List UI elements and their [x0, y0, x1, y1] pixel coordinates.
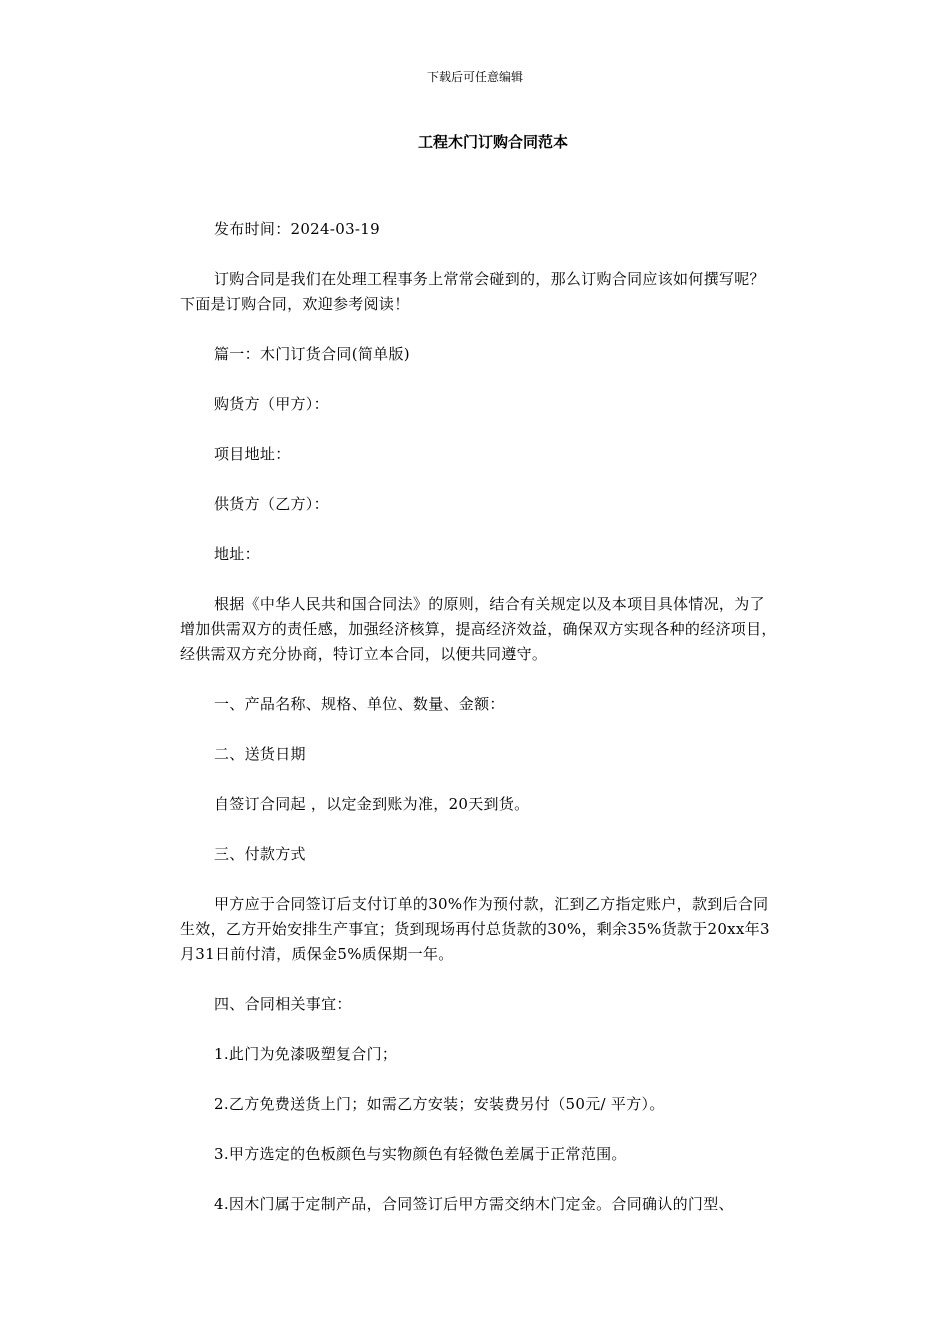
matter-item-2: 2.乙方免费送货上门；如需乙方安装；安装费另付（50元/ 平方）。 — [214, 1095, 665, 1113]
matter-item-3: 3.甲方选定的色板颜色与实物颜色有轻微色差属于正常范围。 — [214, 1145, 627, 1163]
payment-paragraph: 甲方应于合同签订后支付订单的30%作为预付款，汇到乙方指定账户，款到后合同生效，乙方开始安排生产事宜；货到现场再付总货款的30%，剩余35%货款于20xx年3月31日前付清，质保金5%质保期一年。 — [180, 895, 770, 963]
download-editable-note: 下载后可任意编辑 — [426, 70, 523, 84]
project-address-field: 项目地址： — [214, 445, 291, 463]
intro-paragraph: 订购合同是我们在处理工程事务上常常会碰到的，那么订购合同应该如何撰写呢？下面是订购合同，欢迎参考阅读！ — [180, 270, 765, 313]
buyer-field: 购货方（甲方）： — [214, 395, 329, 413]
supplier-field: 供货方（乙方）： — [214, 495, 329, 513]
document-title: 工程木门订购合同范本 — [417, 133, 568, 151]
publish-date: 发布时间：2024-03-19 — [214, 220, 380, 238]
clause-heading-products: 一、产品名称、规格、单位、数量、金额： — [214, 695, 505, 713]
address-field: 地址： — [214, 545, 260, 563]
section-heading: 篇一：木门订货合同(简单版) — [214, 345, 410, 363]
clause-heading-matters: 四、合同相关事宜： — [214, 995, 352, 1013]
document-body — [180, 217, 778, 1242]
clause-heading-payment: 三、付款方式 — [214, 845, 306, 863]
clause-heading-delivery: 二、送货日期 — [214, 745, 306, 763]
matter-item-1: 1.此门为免漆吸塑复合门； — [214, 1045, 398, 1063]
matter-item-4: 4.因木门属于定制产品，合同签订后甲方需交纳木门定金。合同确认的门型、 — [214, 1195, 734, 1213]
delivery-paragraph: 自签订合同起 ，以定金到账为准，20天到货。 — [214, 795, 530, 813]
preamble-paragraph: 根据《中华人民共和国合同法》的原则，结合有关规定以及本项目具体情况，为了增加供需双方的责任感，加强经济核算，提高经济效益，确保双方实现各种的经济项目，经供需双方充分协商，特订立本合同，以便共同遵守。 — [180, 595, 777, 663]
